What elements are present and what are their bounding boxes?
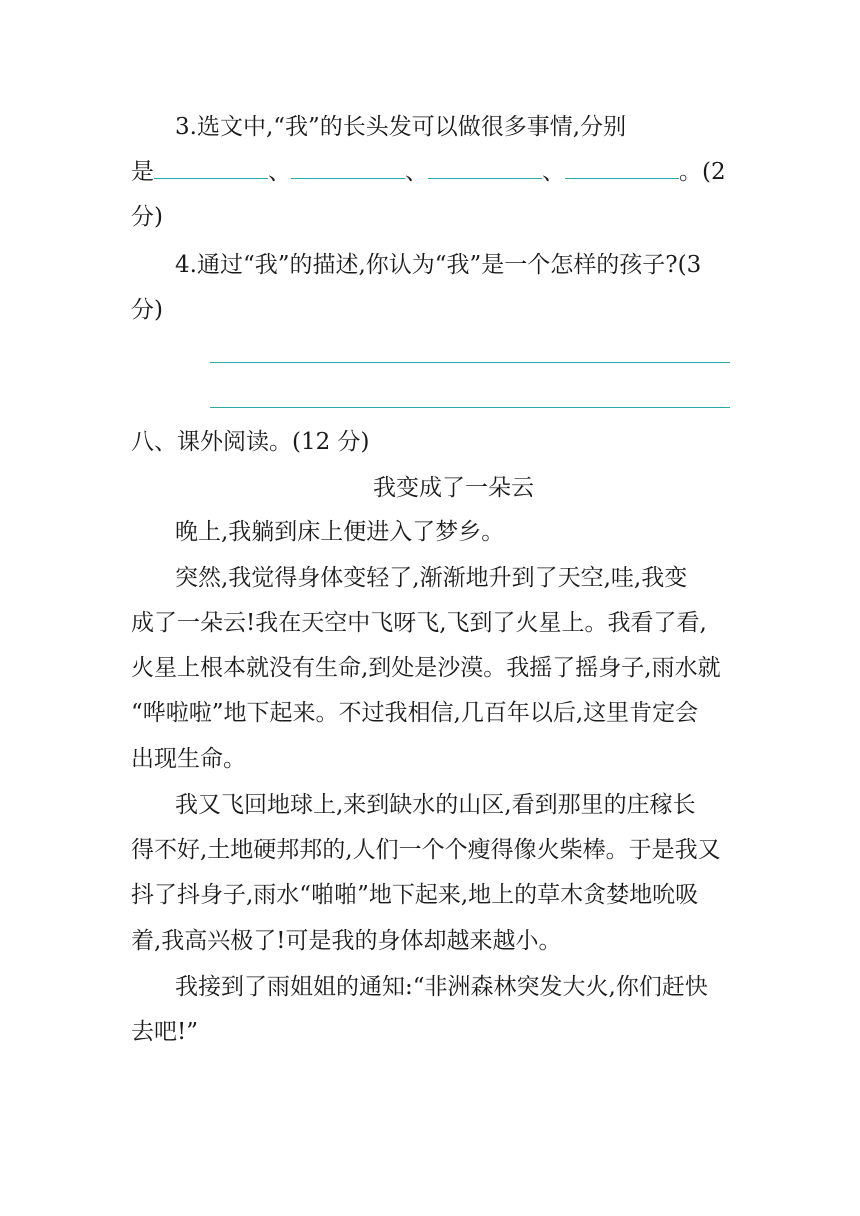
passage-line: “哗啦啦”地下起来。不过我相信,几百年以后,这里肯定会 xyxy=(131,700,699,726)
q3-prefix: 是 xyxy=(131,159,154,185)
q4-answer-line-1[interactable] xyxy=(210,362,730,363)
q3-blank-4[interactable] xyxy=(565,158,679,179)
passage-line: 出现生命。 xyxy=(131,746,246,772)
q4-line1: 4.通过“我”的描述,你认为“我”是一个怎样的孩子?(3 xyxy=(175,252,702,278)
q3-sep-2: 、 xyxy=(405,159,428,185)
q3-line2 xyxy=(131,157,726,187)
passage-line: 火星上根本就没有生命,到处是沙漠。我摇了摇身子,雨水就 xyxy=(131,655,721,681)
section-heading: 八、课外阅读。(12 分) xyxy=(131,429,370,455)
passage-line: 突然,我觉得身体变轻了,渐渐地升到了天空,哇,我变 xyxy=(175,565,688,591)
passage-line: 抖了抖身子,雨水“啪啪”地下起来,地上的草木贪婪地吮吸 xyxy=(131,882,699,908)
q3-suffix: 。(2 xyxy=(679,159,726,185)
passage-line: 晚上,我躺到床上便进入了梦乡。 xyxy=(175,519,505,545)
passage-line: 我又飞回地球上,来到缺水的山区,看到那里的庄稼长 xyxy=(175,792,696,818)
q4-answer-line-2[interactable] xyxy=(210,407,730,408)
q3-sep-3: 、 xyxy=(542,159,565,185)
q3-sep-1: 、 xyxy=(268,159,291,185)
q3-line1: 3.选文中,“我”的长头发可以做很多事情,分别 xyxy=(175,114,627,140)
passage-line: 得不好,土地硬邦邦的,人们一个个瘦得像火柴棒。于是我又 xyxy=(131,837,721,863)
passage-line: 成了一朵云!我在天空中飞呀飞,飞到了火星上。我看了看, xyxy=(131,610,707,636)
passage-line: 去吧!” xyxy=(131,1019,199,1045)
q3-blank-3[interactable] xyxy=(428,158,542,179)
passage-line: 着,我高兴极了!可是我的身体却越来越小。 xyxy=(131,928,562,954)
passage-title: 我变成了一朵云 xyxy=(373,475,534,501)
q3-line3: 分) xyxy=(131,204,163,230)
q4-line2: 分) xyxy=(131,297,163,323)
passage-line: 我接到了雨姐姐的通知:“非洲森林突发大火,你们赶快 xyxy=(175,974,708,1000)
q3-blank-1[interactable] xyxy=(154,158,268,179)
q3-blank-2[interactable] xyxy=(291,158,405,179)
